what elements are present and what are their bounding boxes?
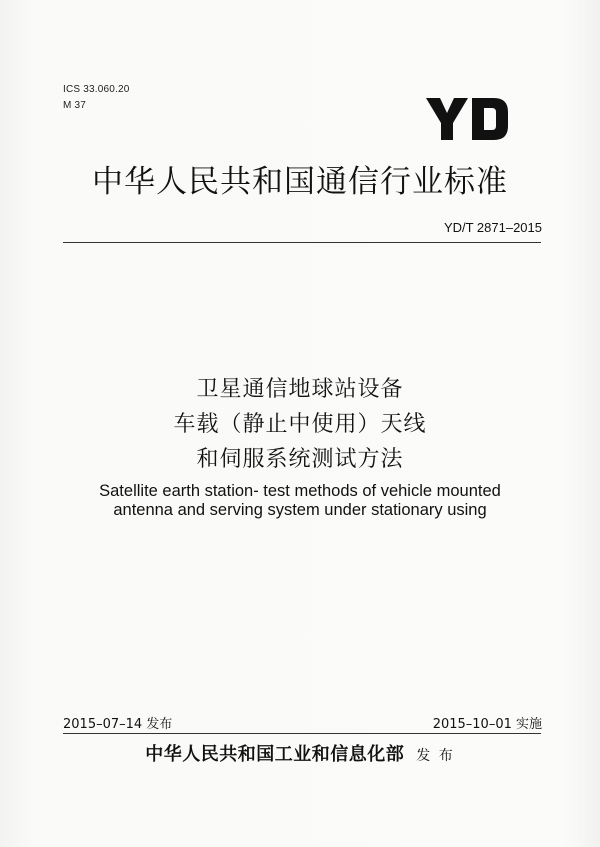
chinese-title-line-2: 车载（静止中使用）天线 <box>173 412 427 437</box>
implementation-date: 2015–10–01 实施 <box>432 717 542 732</box>
chinese-title-line-1: 卫星通信地球站设备 <box>196 377 404 402</box>
category-title: 中华人民共和国通信行业标准 <box>92 164 508 200</box>
issue-date: 2015–07–14 发布 <box>63 717 173 732</box>
ics-code: ICS 33.060.20 <box>63 84 130 95</box>
issue-action: 发 布 <box>416 748 455 764</box>
chinese-title-line-3: 和伺服系统测试方法 <box>196 447 404 472</box>
standard-number: YD/T 2871–2015 <box>443 220 542 235</box>
english-title-line-1: Satellite earth station- test methods of vehicle mounted <box>99 482 501 500</box>
header-divider <box>63 242 541 243</box>
footer-divider <box>63 733 541 734</box>
yd-logo <box>426 96 510 142</box>
issuing-authority: 中华人民共和国工业和信息化部 <box>145 744 405 765</box>
english-title-line-2: antenna and serving system under stationary using <box>113 501 487 519</box>
issuer-line <box>0 740 600 766</box>
ccs-code: M 37 <box>63 100 87 111</box>
